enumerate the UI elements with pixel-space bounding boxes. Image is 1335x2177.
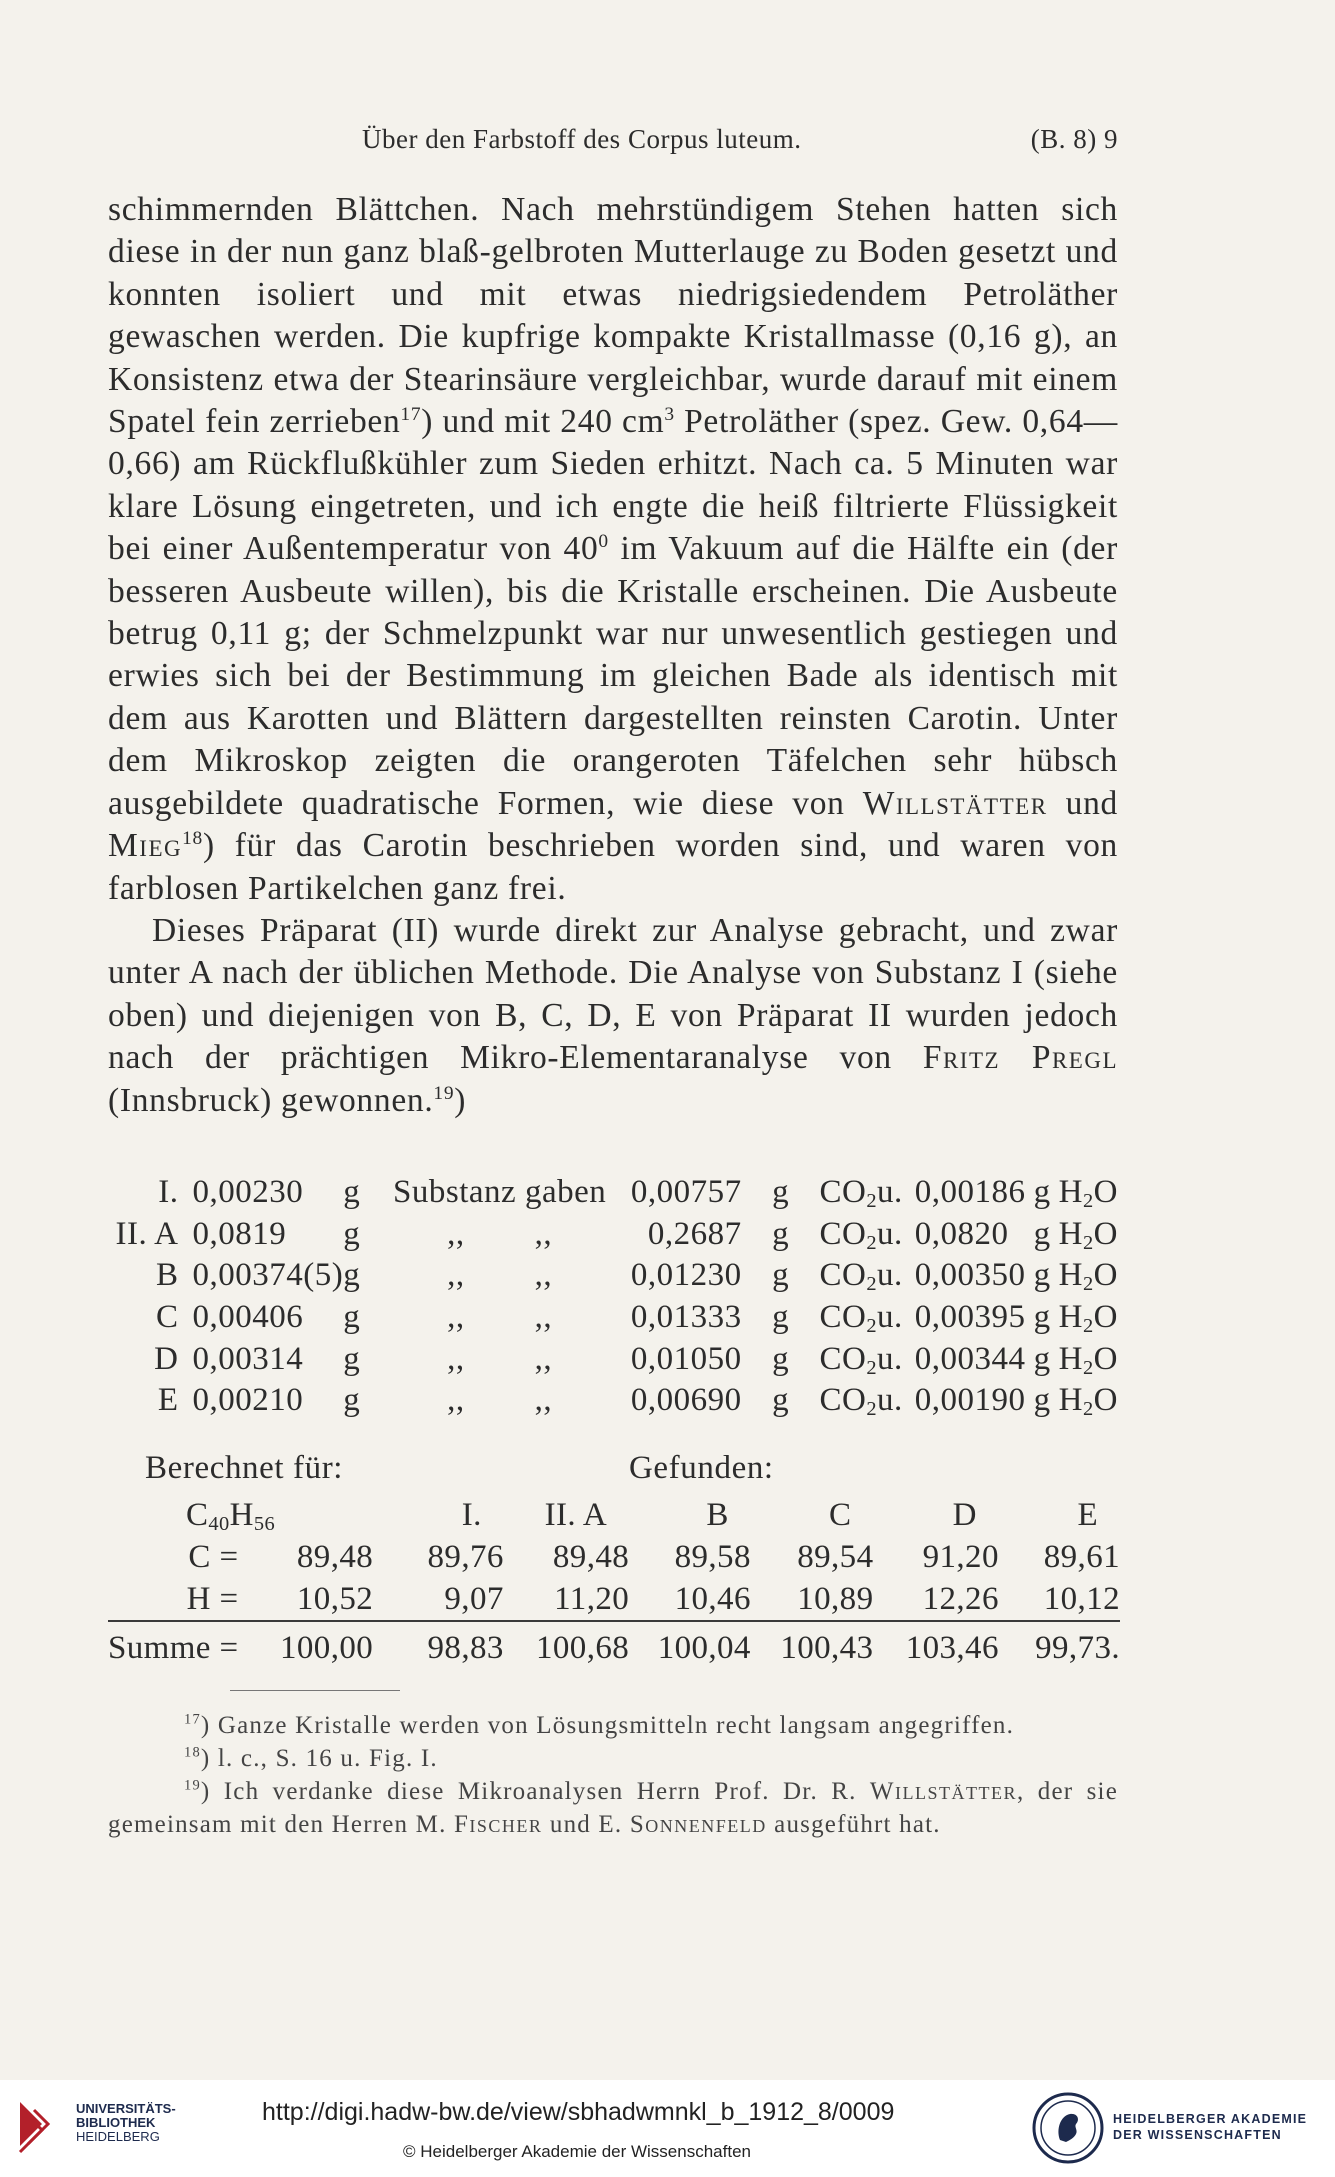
footnote-17: $^{17}$) Ganze Kristalle werden von Lösungsmitteln recht langsam angegriffen. [184, 1711, 1015, 1739]
author-name: Fritz Pregl [922, 1039, 1118, 1077]
measurement-table [108, 1172, 1118, 1422]
measurement-row: B 0,00374(5) g ,, ,, 0,01230 g $CO_2$ u. 0,00350 g $H_2O$ [155, 1257, 1118, 1296]
results-column-header: $C_{40}H_{56}$ I. II. A B C D E [186, 1496, 1098, 1535]
viewer-footer [0, 2080, 1335, 2177]
paragraph-2: Dieses Präparat (II) wurde direkt zur Analyse gebracht, und zwar unter A nach der üblichen Methode. Die Analyse von Substanz I (siehe oben) und diejenigen von B, C, D, E von Präparat II wurden jedoch nach der prächtigen Mikro-Elementaranalyse von Fritz Pregl (Innsbruck) gewonnen.$^{19}$) [108, 911, 1118, 1119]
results-sum-row: Summe = 100,00 98,83 100,68 100,04 100,43 103,46 99,73. [108, 1629, 1120, 1666]
copyright-notice: © Heidelberger Akademie der Wissenschaften [403, 2142, 751, 2161]
university-library-name: UNIVERSITÄTS- BIBLIOTHEK HEIDELBERG [76, 2101, 176, 2144]
author-name: Willstätter [862, 784, 1048, 822]
footnote-ref-17: 17 [400, 403, 422, 425]
results-table [108, 1494, 1120, 1674]
body-text [108, 189, 1118, 1122]
footnote-18: $^{18}$) l. c., S. 16 u. Fig. I. [184, 1744, 438, 1772]
footnote-19: $^{19}$) Ich verdanke diese Mikroanalysen Herrn Prof. Dr. R. Willstätter, der sie gemeinsam mit den Herren M. Fischer und E. Sonnenfeld ausgeführt hat. [108, 1777, 1118, 1838]
found-label: Gefunden: [629, 1450, 774, 1486]
running-title: Über den Farbstoff des Corpus luteum. [362, 124, 802, 154]
permalink-url[interactable]: http://digi.hadw-bw.de/view/sbhadwmnkl_b_1912_8/0009 [262, 2098, 895, 2126]
footnote-ref-19: 19 [433, 1082, 455, 1104]
measurement-row: E 0,00210 g ,, ,, 0,00690 g $CO_2$ u. 0,00190 g $H_2O$ [157, 1382, 1118, 1421]
measurement-row: C 0,00406 g ,, ,, 0,01333 g $CO_2$ u. 0,00395 g $H_2O$ [155, 1299, 1118, 1338]
academy-seal-icon [1030, 2090, 1106, 2166]
academy-name: HEIDELBERGER AKADEMIE DER WISSENSCHAFTEN [1113, 2112, 1308, 2142]
results-row: C = 89,48 89,76 89,48 89,58 89,54 91,20 89,61 [188, 1538, 1120, 1575]
university-library-logo-icon [14, 2094, 72, 2162]
measurement-row: I. 0,00230 g Substanz gaben 0,00757 g $CO_2$ u. 0,00186 g $H_2O$ [158, 1174, 1118, 1213]
paragraph-1: schimmernden Blättchen. Nach mehrstündigem Stehen hatten sich diese in der nun ganz blaß-gelbroten Mutterlauge zu Boden gesetzt und konnten isoliert und mit etwas niedrigsiedendem Petroläther gewaschen werden. Die kupfrige kompakte Kristallmasse (0,16 g), an Konsistenz etwa der Stearinsäure vergleichbar, wurde darauf mit einem Spatel fein zerrieben$^{17}$) und mit 240 $cm^3$ Petroläther (spez. Gew. 0,64—0,66) am Rückflußkühler zum Sieden erhitzt. Nach ca. 5 Minuten war klare Lösung eingetreten, und ich engte die heiß filtrierte Flüssigkeit bei einer Außentemperatur von $40^0$ im Vakuum auf die Hälfte ein (der besseren Ausbeute willen), bis die Kristalle erscheinen. Die Ausbeute betrug 0,11 g; der Schmelzpunkt war nur unwesentlich gestiegen und erwies sich bei der Bestimmung im gleichen Bade als identisch mit dem aus Karotten und Blättern dargestellten reinsten Carotin. Unter dem Mikroskop zeigten die orangeroten Täfelchen sehr hübsch ausgebildete quadratische Formen, wie diese von Willstätter und Mieg$^{18}$) für das Carotin beschrieben worden sind, und waren von farblosen Partikelchen ganz frei. [108, 191, 1118, 907]
author-name: Mieg [108, 827, 183, 865]
calculated-label: Berechnet für: [145, 1450, 344, 1486]
page-number: (B. 8) 9 [1030, 124, 1118, 154]
results-row: H = 10,52 9,07 11,20 10,46 10,89 12,26 10,12 [108, 1578, 1120, 1621]
measurement-row: II. A 0,0819 g ,, ,, 0,2687 g $CO_2$ u. 0,0820 g $H_2O$ [115, 1215, 1118, 1254]
measurement-row: D 0,00314 g ,, ,, 0,01050 g $CO_2$ u. 0,00344 g $H_2O$ [154, 1340, 1118, 1379]
running-header [108, 124, 1118, 164]
footnotes [108, 1709, 1118, 1841]
footnote-ref-18: 18 [182, 827, 203, 849]
results-heading [145, 1450, 1125, 1492]
footnote-rule [230, 1690, 400, 1691]
